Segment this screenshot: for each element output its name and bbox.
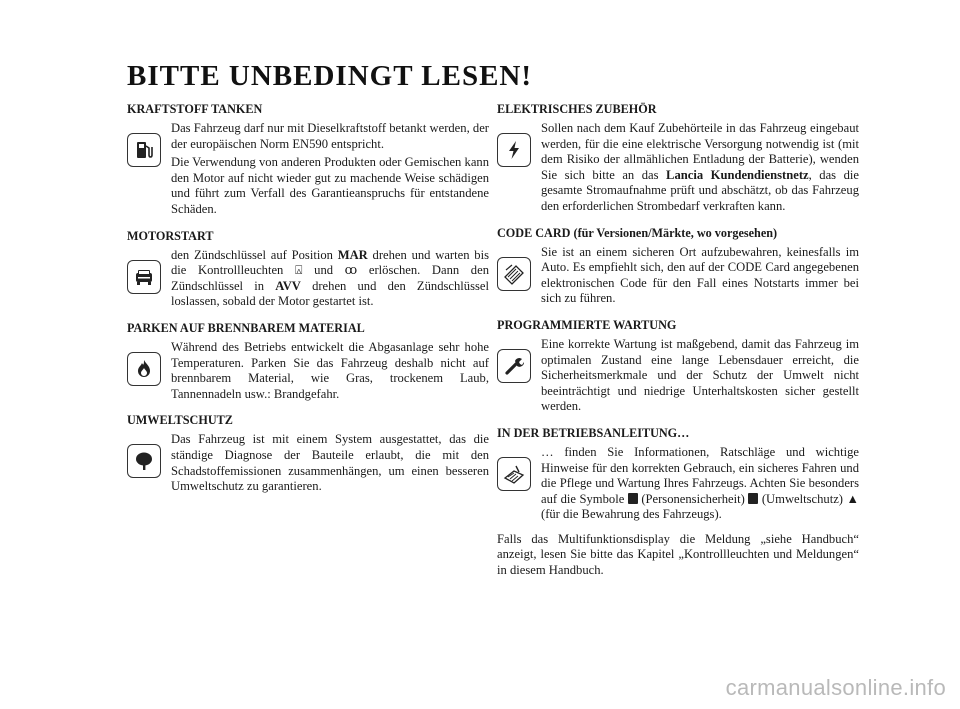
wrench-icon bbox=[497, 349, 531, 383]
environment-icon bbox=[748, 493, 758, 504]
person-safety-icon bbox=[628, 493, 638, 504]
section-maintenance bbox=[497, 318, 859, 418]
section-parking bbox=[127, 321, 489, 405]
tree-icon bbox=[127, 444, 161, 478]
watermark: carmanualsonline.info bbox=[725, 675, 946, 700]
environment-text: Das Fahrzeug ist mit einem System ausgestattet, das die ständige Diagnose der Bauteile erlaubt, die mit den Schadstoffemissionen zusammenhängen, um einen besseren Umweltschutz zu garantieren. bbox=[171, 432, 489, 494]
section-heading: IN DER BETRIEBSANLEITUNG… bbox=[497, 425, 690, 440]
fuel-text-2: Die Verwendung von anderen Produkten oder Gemischen kann den Motor auf nicht wieder gut zu machende Weise schädigen und führt zum Verfall des Garantieanspruchs für entstandene Schäden. bbox=[171, 155, 489, 216]
vehicle-warning-icon: ▲ bbox=[846, 491, 859, 506]
section-heading: MOTORSTART bbox=[127, 228, 214, 243]
section-manual bbox=[497, 426, 859, 526]
lightning-icon bbox=[497, 133, 531, 167]
code-card-text: Sie ist an einem sicheren Ort aufzubewahren, keinesfalls im Auto. Es empfiehlt sich, den auf der CODE Card angegebenen elektronischen Code für den Fall eines Notstarts immer bei sich zu führen. bbox=[541, 244, 859, 306]
code-card-icon bbox=[497, 257, 531, 291]
section-heading: ELEKTRISCHES ZUBEHÖR bbox=[497, 102, 657, 116]
section-heading: KRAFTSTOFF TANKEN bbox=[127, 102, 263, 116]
immobilizer-warning-icon: ⍓ bbox=[294, 263, 303, 278]
motorstart-text: den Zündschlüssel auf Position MAR drehen und warten bis die Kontrollleuchten ⍓ und ꝏ erlöschen. Dann den Zündschlüssel in AVV drehen und den Zündschlüssel loslassen, sobald der Motor gestartet ist. bbox=[171, 247, 489, 309]
section-code-card bbox=[497, 226, 859, 310]
section-heading: UMWELTSCHUTZ bbox=[127, 413, 233, 428]
section-electrical bbox=[497, 102, 859, 218]
glow-plug-icon: ꝏ bbox=[344, 263, 358, 278]
electrical-text: Sollen nach dem Kauf Zubehörteile in das Fahrzeug eingebaut werden, für die eine elektrische Versorgung notwendig ist (mit dem Risiko der allmählichen Entladung der Batterie), wenden Sie sich bitte an das Lancia Kundendienstnetz, das die gesamte Stromaufnahme prüft und abschätzt, ob das Fahrzeug den erforderlichen Strombedarf verkraften kann. bbox=[541, 121, 859, 213]
car-front-icon bbox=[127, 260, 161, 294]
section-heading: PARKEN AUF BRENNBAREM MATERIAL bbox=[127, 320, 365, 335]
section-motorstart bbox=[127, 229, 489, 313]
section-heading: CODE CARD (für Versionen/Märkte, wo vorgesehen) bbox=[497, 225, 778, 240]
left-column bbox=[127, 102, 489, 498]
section-heading: PROGRAMMIERTE WARTUNG bbox=[497, 317, 677, 332]
section-environment bbox=[127, 413, 489, 497]
fuel-pump-icon bbox=[127, 133, 161, 167]
parking-text: Während des Betriebs entwickelt die Abgasanlage sehr hohe Temperaturen. Parken Sie das Fahrzeug deshalb nicht auf brennbarem Material, wie Gras, trockenem Laub, Tannennadeln usw.: Brandgefahr. bbox=[171, 339, 489, 401]
right-column bbox=[497, 102, 859, 579]
display-note-text: Falls das Multifunktionsdisplay die Meldung „siehe Handbuch“ anzeigt, lesen Sie bitte das Kapitel „Kontrollleuchten und Meldungen“ in diesem Handbuch. bbox=[497, 531, 859, 578]
fire-icon bbox=[127, 352, 161, 386]
open-book-icon bbox=[497, 457, 531, 491]
maintenance-text: Eine korrekte Wartung ist maßgebend, damit das Fahrzeug im optimalen Zustand eine lange Lebensdauer erreicht, die Sicherheitsmerkmale und der Schutz der Umwelt nicht beeinträchtigt und niedrige Unterhaltskosten sicher gestellt werden. bbox=[541, 336, 859, 414]
section-fuel bbox=[127, 102, 489, 221]
manual-text: … finden Sie Informationen, Ratschläge und wichtige Hinweise für den korrekten Gebrauch, ein sicheres Fahren und die Pflege und Wartung Ihres Fahrzeugs. Achten Sie besonders auf die Symbole (Personensicherheit) (Umweltschutz) ▲ (für die Bewahrung des Fahrzeugs). bbox=[541, 444, 859, 522]
page-title: BITTE UNBEDINGT LESEN! bbox=[127, 60, 533, 92]
fuel-text-1: Das Fahrzeug darf nur mit Dieselkraftstoff betankt werden, der der europäischen Norm EN590 entspricht. bbox=[171, 121, 489, 151]
